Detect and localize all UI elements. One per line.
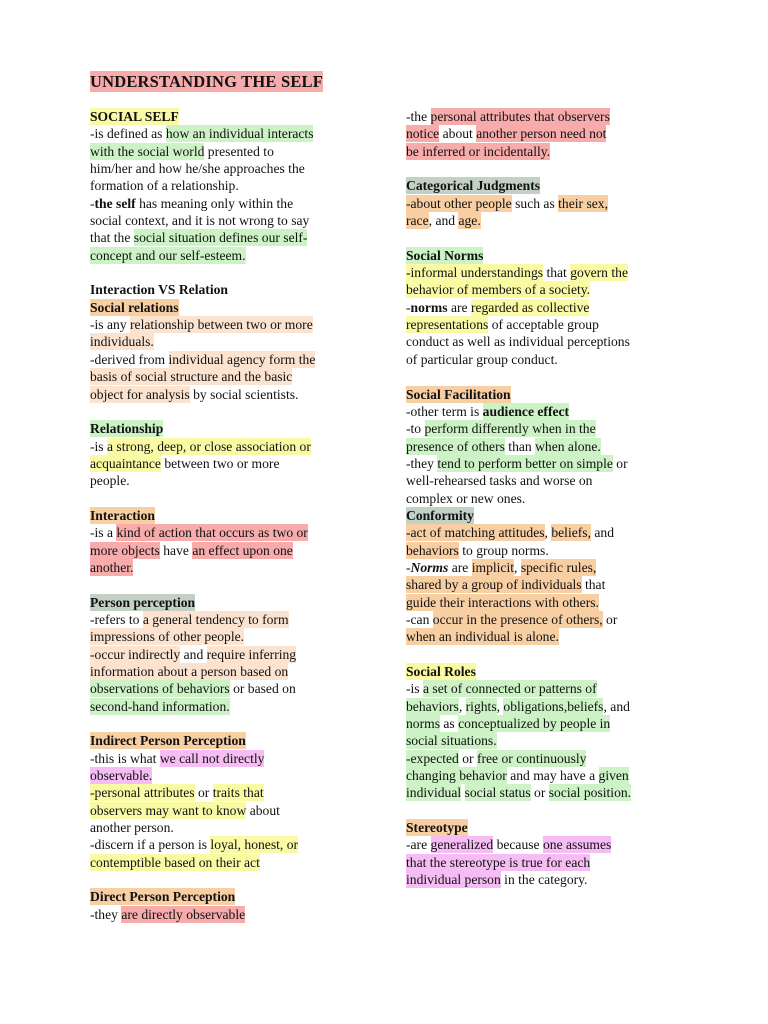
text-line xyxy=(90,663,366,680)
text-segment: - xyxy=(406,559,411,575)
text-segment: - xyxy=(406,299,411,315)
highlighted-text: race xyxy=(406,213,429,229)
text-line xyxy=(90,212,366,229)
text-line xyxy=(90,143,366,160)
text-line xyxy=(406,264,686,281)
right-column xyxy=(406,108,686,888)
text-line xyxy=(90,316,366,333)
blank-line xyxy=(406,160,686,177)
highlighted-text: when an individual is alone. xyxy=(406,629,559,645)
highlighted-text: require inferring xyxy=(206,646,297,662)
highlighted-text: contemptible based on their act xyxy=(90,854,260,870)
text-line xyxy=(406,316,686,333)
text-line xyxy=(406,212,686,229)
text-line xyxy=(90,507,366,524)
highlighted-text: be inferred or incidentally. xyxy=(406,143,551,159)
highlighted-text: specific rules, xyxy=(520,559,597,575)
blank-line xyxy=(90,715,366,732)
highlighted-text: more objects xyxy=(90,542,160,558)
text-line xyxy=(90,732,366,749)
section-heading: Relationship xyxy=(90,421,164,437)
blank-line xyxy=(90,264,366,281)
text-line xyxy=(406,836,686,853)
highlighted-text: when alone. xyxy=(535,438,601,454)
text-line xyxy=(90,160,366,177)
blank-line xyxy=(90,871,366,888)
text-line xyxy=(90,906,366,923)
text-line xyxy=(90,836,366,853)
blank-line xyxy=(406,368,686,385)
text-segment: , xyxy=(496,698,504,714)
highlighted-text: audience effect xyxy=(482,403,570,419)
text-segment: - xyxy=(90,195,95,211)
text-segment: because xyxy=(493,837,543,853)
text-line xyxy=(406,455,686,472)
highlighted-text: -act of matching attitudes xyxy=(406,525,545,541)
highlighted-text: kind of action that occurs as two or xyxy=(116,525,308,541)
text-line xyxy=(90,680,366,697)
text-line xyxy=(406,732,686,749)
text-segment: -derived from xyxy=(90,351,169,367)
highlighted-text: another person need not xyxy=(476,126,607,142)
text-line xyxy=(90,802,366,819)
text-segment: well-rehearsed tasks and worse on xyxy=(406,473,593,489)
text-segment: -refers to xyxy=(90,611,143,627)
highlighted-text: presence of others xyxy=(406,438,505,454)
text-line xyxy=(90,611,366,628)
text-segment: -is any xyxy=(90,317,131,333)
highlighted-text: behavior of members of a society. xyxy=(406,282,591,298)
highlighted-text: conceptualized by people in xyxy=(458,716,611,732)
highlighted-text: beliefs, xyxy=(551,525,591,541)
text-line xyxy=(90,281,366,298)
highlighted-text: given xyxy=(598,768,629,784)
text-line xyxy=(90,229,366,246)
text-line xyxy=(90,177,366,194)
text-line xyxy=(406,351,686,368)
highlighted-text: behaviors xyxy=(406,698,459,714)
highlighted-text: -expected xyxy=(406,750,459,766)
highlighted-text: individual xyxy=(406,785,462,801)
text-segment: -this is what xyxy=(90,750,160,766)
highlighted-text: -occur indirectly xyxy=(90,646,181,662)
text-segment: such as xyxy=(511,195,559,211)
highlighted-text: behaviors xyxy=(406,542,459,558)
blank-line xyxy=(406,229,686,246)
section-heading: SOCIAL SELF xyxy=(90,109,179,124)
highlighted-text: social situation defines our self- xyxy=(133,230,308,246)
text-line xyxy=(90,854,366,871)
highlighted-text: shared by a group of individuals xyxy=(406,577,582,593)
section-heading: Interaction VS Relation xyxy=(90,282,228,298)
highlighted-text: loyal, honest, or xyxy=(210,837,299,853)
highlighted-text: regarded as collective xyxy=(470,299,590,315)
blank-line xyxy=(90,576,366,593)
highlighted-text: guide their interactions with others. xyxy=(406,594,599,610)
text-line xyxy=(90,542,366,559)
text-segment: -is a xyxy=(90,525,117,541)
highlighted-text: individual person xyxy=(406,872,501,888)
text-segment: and may have a xyxy=(506,768,599,784)
highlighted-text: norms xyxy=(406,716,440,732)
highlighted-text: individuals. xyxy=(90,334,154,350)
text-line xyxy=(406,680,686,697)
highlighted-text: personal attributes that observers xyxy=(430,109,610,124)
text-line xyxy=(90,386,366,403)
text-segment: him/her and how he/she approaches the xyxy=(90,161,305,177)
highlighted-text: social situations. xyxy=(406,733,497,749)
highlighted-text: -personal attributes xyxy=(90,785,195,801)
text-line xyxy=(406,715,686,732)
highlighted-text: second-hand information. xyxy=(90,698,230,714)
text-line xyxy=(90,628,366,645)
highlighted-text: obligations,beliefs xyxy=(503,698,604,714)
highlighted-text: social status xyxy=(464,785,531,801)
text-line xyxy=(90,455,366,472)
text-line xyxy=(90,888,366,905)
highlighted-text: another. xyxy=(90,559,134,575)
highlighted-text: are directly observable xyxy=(121,906,246,922)
text-line xyxy=(406,750,686,767)
highlighted-text: -about other people xyxy=(406,195,512,211)
text-segment: in the category. xyxy=(500,872,588,888)
text-line xyxy=(90,646,366,663)
text-segment: that the xyxy=(90,230,134,246)
blank-line xyxy=(90,403,366,420)
text-segment: the self xyxy=(94,195,136,211)
text-segment: are xyxy=(447,299,471,315)
text-segment: presented to xyxy=(204,143,274,159)
text-segment: and xyxy=(180,646,207,662)
text-segment: or xyxy=(530,785,549,801)
highlighted-text: generalized xyxy=(430,837,494,853)
text-line xyxy=(406,420,686,437)
text-segment: -other term is xyxy=(406,403,483,419)
text-segment: as xyxy=(439,716,459,732)
text-segment: than xyxy=(504,438,536,454)
text-line xyxy=(90,767,366,784)
section-heading: Categorical Judgments xyxy=(406,178,541,194)
text-line xyxy=(90,559,366,576)
text-line xyxy=(406,177,686,194)
highlighted-text: observable. xyxy=(90,768,153,784)
text-line xyxy=(406,594,686,611)
text-line xyxy=(90,195,366,212)
text-line xyxy=(90,594,366,611)
highlighted-text: notice xyxy=(406,126,440,142)
text-line xyxy=(406,871,686,888)
highlighted-text: implicit xyxy=(471,559,515,575)
text-segment: , xyxy=(544,525,552,541)
highlighted-text: govern the xyxy=(570,265,628,281)
highlighted-text: a set of connected or patterns of xyxy=(423,681,597,697)
highlighted-text: tend to perform better on simple xyxy=(437,455,613,471)
text-segment: of acceptable group xyxy=(488,317,599,333)
text-line xyxy=(406,854,686,871)
highlighted-text: perform differently when in the xyxy=(424,421,596,437)
highlighted-text: traits that xyxy=(212,785,264,801)
highlighted-text: with the social world xyxy=(90,143,205,159)
text-segment: Norms xyxy=(410,559,449,575)
text-segment: has meaning only within the xyxy=(135,195,294,211)
highlighted-text: rights xyxy=(465,698,497,714)
highlighted-text: a general tendency to form xyxy=(142,611,289,627)
highlighted-text: observers may want to know xyxy=(90,802,247,818)
text-line xyxy=(406,108,686,125)
left-column xyxy=(90,108,366,923)
text-segment: another person. xyxy=(90,820,174,836)
text-segment: are xyxy=(448,559,472,575)
blank-line xyxy=(90,490,366,507)
text-line xyxy=(406,784,686,801)
text-line xyxy=(406,628,686,645)
text-line xyxy=(406,524,686,541)
text-line xyxy=(90,108,366,125)
text-line xyxy=(406,611,686,628)
text-line xyxy=(90,750,366,767)
text-line xyxy=(406,767,686,784)
blank-line xyxy=(406,646,686,663)
text-segment: to group norms. xyxy=(458,542,549,558)
text-line xyxy=(406,281,686,298)
text-line xyxy=(90,524,366,541)
text-line xyxy=(406,559,686,576)
text-segment: or xyxy=(602,611,618,627)
highlighted-text: basis of social structure and the basic xyxy=(90,369,293,385)
text-segment: , xyxy=(458,698,466,714)
text-line xyxy=(406,438,686,455)
text-line xyxy=(90,698,366,715)
text-line xyxy=(406,490,686,507)
highlighted-text: one assumes xyxy=(543,837,612,853)
text-line xyxy=(90,420,366,437)
highlighted-text: an effect upon one xyxy=(192,542,293,558)
section-heading: Social relations xyxy=(90,299,179,315)
text-segment: -is defined as xyxy=(90,126,166,142)
text-line xyxy=(406,542,686,559)
highlighted-text: impressions of other people. xyxy=(90,629,245,645)
text-line xyxy=(406,576,686,593)
text-line xyxy=(406,663,686,680)
highlighted-text: -informal understandings xyxy=(406,265,544,281)
highlighted-text: occur in the presence of others, xyxy=(432,611,603,627)
text-segment: or based on xyxy=(229,681,296,697)
highlighted-text: information about a person based on xyxy=(90,664,289,679)
text-segment: and xyxy=(590,525,615,541)
text-segment: -they xyxy=(90,906,122,922)
text-segment: -the xyxy=(406,109,431,124)
highlighted-text: a strong, deep, or close association or xyxy=(107,438,311,454)
text-line xyxy=(90,784,366,801)
text-line xyxy=(406,299,686,316)
text-line xyxy=(90,368,366,385)
text-segment: that xyxy=(581,577,606,593)
text-segment: between two or more xyxy=(160,455,280,471)
highlighted-text: individual agency form the xyxy=(168,351,316,367)
text-line xyxy=(406,247,686,264)
text-line xyxy=(90,819,366,836)
text-segment: about xyxy=(439,126,477,142)
highlighted-text: that the stereotype is true for each xyxy=(406,854,591,870)
text-line xyxy=(406,403,686,420)
text-segment: -discern if a person is xyxy=(90,837,211,853)
text-segment: -they xyxy=(406,455,438,471)
text-segment: -to xyxy=(406,421,425,437)
highlighted-text: concept and our self-esteem. xyxy=(90,247,246,263)
text-segment: -can xyxy=(406,611,433,627)
section-heading: Social Norms xyxy=(406,247,484,263)
text-line xyxy=(90,299,366,316)
text-line xyxy=(90,125,366,142)
highlighted-text: how an individual interacts xyxy=(165,126,314,142)
section-heading: Social Facilitation xyxy=(406,386,511,402)
highlighted-text: age. xyxy=(458,213,481,229)
text-segment: by social scientists. xyxy=(189,386,299,402)
text-segment: have xyxy=(159,542,193,558)
text-line xyxy=(406,125,686,142)
text-segment: social context, and it is not wrong to say xyxy=(90,213,310,229)
section-heading: Social Roles xyxy=(406,664,476,679)
text-line xyxy=(406,333,686,350)
text-line xyxy=(90,247,366,264)
text-segment: -is xyxy=(90,438,107,454)
text-segment: of particular group conduct. xyxy=(406,351,558,367)
highlighted-text: representations xyxy=(406,317,489,333)
text-segment: or xyxy=(612,455,628,471)
text-segment: -is xyxy=(406,681,423,697)
section-heading: Direct Person Perception xyxy=(90,889,236,905)
text-segment: about xyxy=(246,802,280,818)
highlighted-text: we call not directly xyxy=(159,750,265,766)
blank-line xyxy=(406,802,686,819)
highlighted-text: observations of behaviors xyxy=(90,681,230,697)
highlighted-text: their sex, xyxy=(558,195,608,211)
highlighted-text: object for analysis xyxy=(90,386,190,402)
text-line xyxy=(406,143,686,160)
text-segment: norms xyxy=(410,299,448,315)
text-segment: , and xyxy=(603,698,630,714)
section-heading: Stereotype xyxy=(406,820,468,836)
text-segment: , xyxy=(514,559,521,575)
text-line xyxy=(406,507,686,524)
text-segment: conduct as well as individual perceptions xyxy=(406,334,630,350)
section-heading: Indirect Person Perception xyxy=(90,733,246,749)
section-heading: Interaction xyxy=(90,507,155,523)
section-heading: Person perception xyxy=(90,594,196,610)
text-segment: or xyxy=(458,750,477,766)
text-segment: that xyxy=(543,265,571,281)
text-line xyxy=(406,386,686,403)
text-line xyxy=(406,819,686,836)
section-heading: Conformity xyxy=(406,507,474,523)
highlighted-text: relationship between two or more xyxy=(130,317,313,333)
text-line xyxy=(406,698,686,715)
page-title-text: UNDERSTANDING THE SELF xyxy=(90,72,324,91)
text-line xyxy=(90,351,366,368)
highlighted-text: changing behavior xyxy=(406,768,507,784)
page-title xyxy=(90,71,323,93)
highlighted-text: social position. xyxy=(548,785,632,801)
text-line xyxy=(406,472,686,489)
highlighted-text: free or continuously xyxy=(476,750,587,766)
text-segment: people. xyxy=(90,473,130,489)
text-segment: -are xyxy=(406,837,431,853)
text-line xyxy=(90,438,366,455)
text-line xyxy=(90,472,366,489)
text-segment: formation of a relationship. xyxy=(90,178,239,194)
text-segment: or xyxy=(194,785,213,801)
text-segment: , and xyxy=(428,213,459,229)
text-line xyxy=(406,195,686,212)
text-line xyxy=(90,333,366,350)
highlighted-text: acquaintance xyxy=(90,455,161,471)
text-segment: complex or new ones. xyxy=(406,490,526,506)
